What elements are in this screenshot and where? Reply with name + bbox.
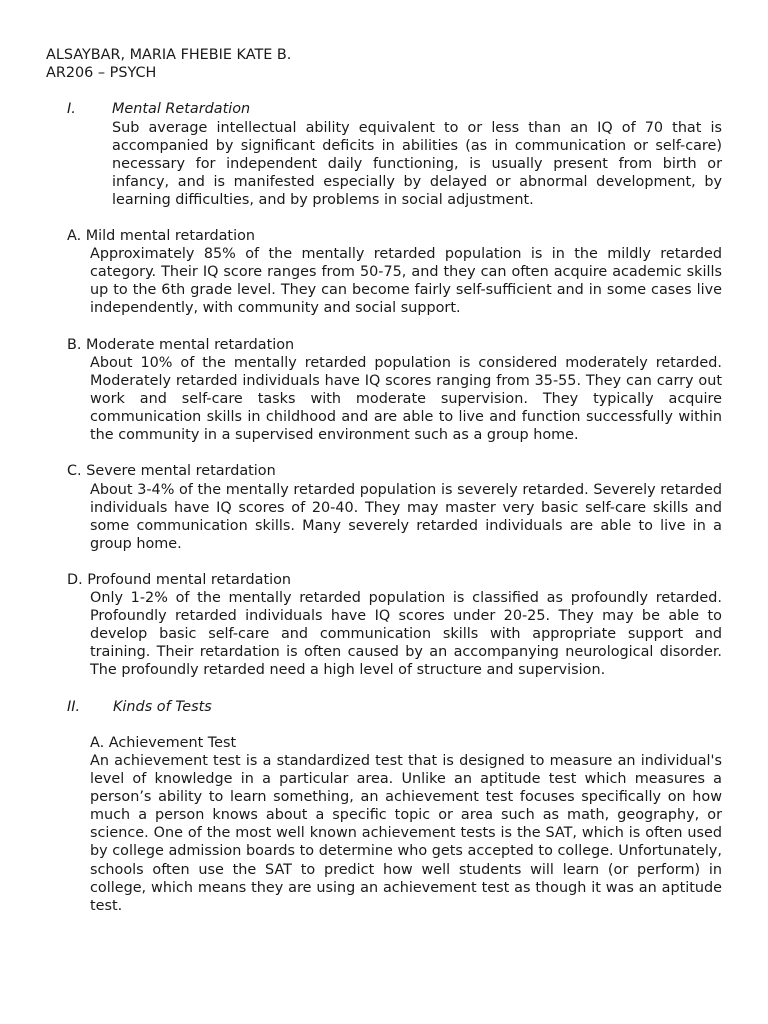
subsection-body-severe: About 3-4% of the mentally retarded population is severely retarded. Severely retarded individuals have IQ scores of 20-40. They may master very basic self-care skills and some communication skills. Many severely retarded individuals are able to live in a group home.	[90, 482, 722, 553]
subsection-body-mild: Approximately 85% of the mentally retarded population is in the mildly retarded category. Their IQ score ranges from 50-75, and they can often acquire academic skills up to the 6th grade level. They can become fairly self-sufficient and in some cases live independently, with community and social support.	[90, 246, 722, 317]
subsection-title: Achievement Test	[108, 735, 237, 751]
subsection-heading-severe	[67, 462, 276, 480]
section-heading-1	[67, 100, 722, 118]
subsection-heading-moderate	[67, 336, 294, 354]
subsection-title: Severe mental retardation	[86, 463, 276, 479]
subsection-letter: C.	[67, 463, 82, 479]
section-1-definition: Sub average intellectual ability equivalent to or less than an IQ of 70 that is accompanied by significant deficits in abilities (as in communication or self-care) necessary for independent daily functioning, is usually present from birth or infancy, and is manifested especially by delayed or abnormal development, by learning difficulties, and by problems in social adjustment.	[112, 120, 722, 209]
section-numeral: II.	[67, 699, 81, 715]
subsection-letter: B.	[67, 337, 82, 353]
subsection-letter: A.	[90, 735, 105, 751]
section-heading-2	[67, 698, 722, 716]
subsection-heading-achievement	[90, 734, 236, 752]
subsection-letter: A.	[67, 228, 82, 244]
subsection-title: Mild mental retardation	[85, 228, 255, 244]
course-code: AR206 – PSYCH	[46, 65, 157, 82]
subsection-body-moderate: About 10% of the mentally retarded population is considered moderately retarded. Moderately retarded individuals have IQ scores ranging from 35-55. They can carry out work and self-care tasks with moderate supervision. They typically acquire communication skills in childhood and are able to live and function successfully within the community in a supervised environment such as a group home.	[90, 355, 722, 444]
section-numeral: I.	[67, 101, 76, 117]
subsection-heading-profound	[67, 571, 291, 589]
document-header	[46, 46, 291, 82]
section-title: Kinds of Tests	[113, 699, 212, 715]
subsection-title: Profound mental retardation	[87, 572, 292, 588]
author-name: ALSAYBAR, MARIA FHEBIE KATE B.	[46, 47, 292, 63]
subsection-body-profound: Only 1-2% of the mentally retarded population is classified as profoundly retarded. Profoundly retarded individuals have IQ scores under 20-25. They may be able to develop basic self-care and communication skills with appropriate support and training. Their retardation is often caused by an accompanying neurological disorder. The profoundly retarded need a high level of structure and supervision.	[90, 590, 722, 679]
subsection-body-achievement: An achievement test is a standardized test that is designed to measure an individual's level of knowledge in a particular area. Unlike an aptitude test which measures a person’s ability to learn something, an achievement test focuses specifically on how much a person knows about a specific topic or area such as math, geography, or science. One of the most well known achievement tests is the SAT, which is often used by college admission boards to determine who gets accepted to college. Unfortunately, schools often use the SAT to predict how well students will learn (or perform) in college, which means they are using an achievement test as though it was an aptitude test.	[90, 753, 722, 914]
subsection-letter: D.	[67, 572, 83, 588]
section-title: Mental Retardation	[112, 101, 251, 117]
subsection-heading-mild	[67, 227, 255, 245]
subsection-title: Moderate mental retardation	[86, 337, 295, 353]
